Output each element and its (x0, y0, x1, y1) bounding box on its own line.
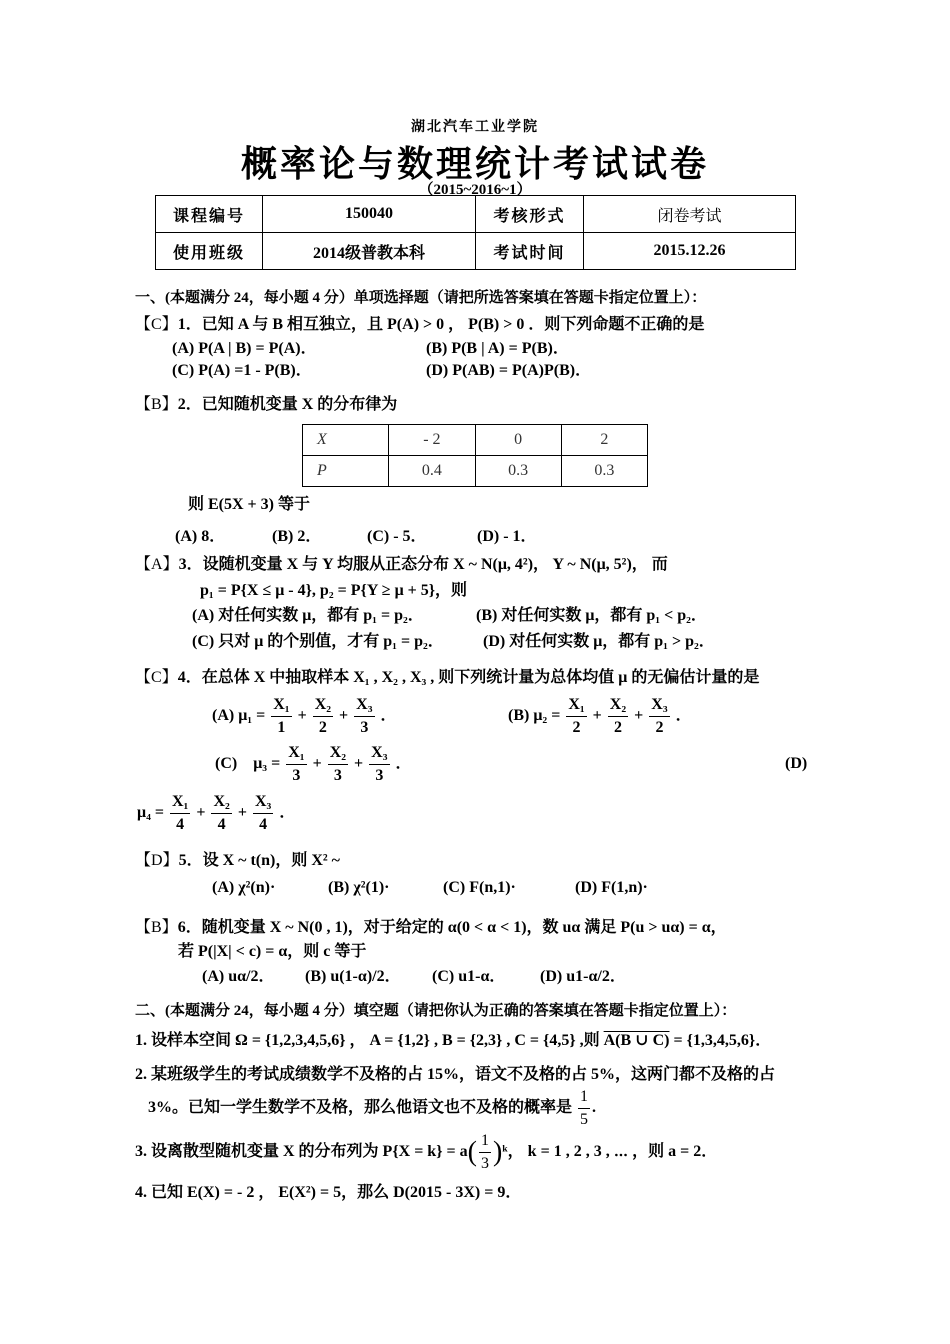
q2-stem (135, 394, 397, 416)
frac (354, 694, 374, 739)
q4-opt-b (508, 692, 692, 740)
den: 2 (655, 718, 664, 736)
q2-text: 2．已知随机变量 X 的分布律为 (177, 396, 398, 413)
q4-stem (135, 667, 759, 689)
q6-stem2: 若 P(|X| < c) = α，则 c 等于 (178, 943, 367, 960)
mu2: μ₂ = (533, 707, 561, 724)
exam-time-label: 考试时间 (476, 233, 584, 270)
num: X₂ (313, 694, 333, 717)
frac (369, 742, 389, 787)
q2-opt-b: (B) 2． (272, 528, 322, 545)
frac (566, 694, 586, 739)
q3-text: 3．设随机变量 X 与 Y 均服从正态分布 X ~ N(μ, 4²)， Y ~ N(μ, 5²)， 而 (178, 556, 668, 573)
q2-opt-d: (D) - 1． (477, 528, 537, 545)
den: 4 (176, 815, 185, 833)
num: X₂ (211, 791, 231, 814)
frac (313, 694, 333, 739)
q4-text: 4．在总体 X 中抽取样本 X₁ , X₂ , X₃ , 则下列统计量为总体均值 μ 的无偏估计量的是 (177, 669, 760, 686)
fill2-fraction (578, 1086, 590, 1131)
q3-opt-b: (B) 对任何实数 μ，都有 p₁ < p₂． (476, 607, 707, 624)
frac (271, 694, 291, 739)
q4-opt-d (137, 789, 295, 837)
class-value: 2014级普教本科 (263, 233, 476, 270)
q3-stem (135, 554, 668, 576)
fill2-line2 (148, 1084, 596, 1132)
q4-opt-b-label: (B) (508, 707, 530, 724)
q1-opt-a: (A) P(A | B) = P(A)． (172, 340, 317, 357)
q6-text: 6．随机变量 X ~ N(0 , 1)，对于给定的 α(0 < α < 1)，数 uα 满足 P(u > uα) = α， (177, 919, 727, 936)
fill2-end: . (592, 1099, 597, 1116)
plus: + (237, 804, 247, 821)
mu4: μ₄ = (137, 804, 164, 821)
num: X₁ (286, 742, 306, 765)
q1-text: 1．已知 A 与 B 相互独立，且 P(A) > 0 ， P(B) > 0 ．则下列命题不正确的是 (177, 316, 705, 333)
num: X₂ (328, 742, 348, 765)
class-label: 使用班级 (156, 233, 263, 270)
num: X₃ (354, 694, 374, 717)
q4-opt-a-label: (A) (212, 707, 235, 724)
term-label: （2015~2016~1） (418, 182, 532, 198)
frac (649, 694, 669, 739)
fill3-tail: ᵏ， k = 1 , 2 , 3 , ⋯ ，则 a = 2． (502, 1143, 718, 1160)
fill3-fraction (479, 1130, 491, 1175)
den: 2 (613, 718, 622, 736)
dot: ． (395, 755, 412, 772)
mu3: μ₃ = (253, 755, 281, 772)
q3-answer: 【A】 (135, 556, 179, 573)
q2-opt-c: (C) - 5． (367, 528, 427, 545)
plus: + (354, 755, 364, 772)
q3-opt-d: (D) 对任何实数 μ，都有 p₁ > p₂． (483, 633, 715, 650)
dist-p-cell: 0.4 (389, 456, 475, 487)
dist-p-cell: 0.3 (475, 456, 561, 487)
num: 1 (578, 1086, 590, 1109)
section2-heading: 二、(本题满分 24，每小题 4 分）填空题（请把你认为正确的答案填在答题卡指定位置上）： (135, 1003, 737, 1019)
q2-then: 则 E(5X + 3) 等于 (188, 496, 311, 513)
fill3: 3. 设离散型随机变量 X 的分布列为 P{X = k} = a( $\frac{1}{3}$ )ᵏ， k = 1 , 2 , 3 , ⋯ ，则 a = 2． (135, 1128, 717, 1176)
fill1 (135, 1030, 771, 1052)
num: X₃ (253, 791, 273, 814)
q2-answer: 【B】 (135, 396, 178, 413)
q5-opt-b: (B) χ²(1)· (328, 879, 390, 896)
dot: ． (279, 804, 296, 821)
fill1-answer: = {1,3,4,5,6}． (669, 1032, 772, 1049)
exam-time: 2015.12.26 (584, 233, 796, 270)
num: 1 (479, 1130, 491, 1153)
q5-answer: 【D】 (135, 852, 179, 869)
q3-opt-c: (C) 只对 μ 的个别值，才有 p₁ = p₂． (192, 633, 444, 650)
frac (170, 791, 190, 836)
frac (608, 694, 628, 739)
q1-opt-c: (C) P(A) =1 - P(B)． (172, 362, 312, 379)
dot: ． (675, 707, 692, 724)
q6-opt-a: (A) uα/2． (202, 968, 275, 985)
q5-opt-a: (A) χ²(n)· (212, 879, 276, 896)
course-code-label: 课程编号 (156, 196, 263, 233)
den: 3 (480, 1154, 489, 1172)
q2-distribution-table (302, 424, 648, 487)
q2-opt-a: (A) 8． (175, 528, 226, 545)
dist-p-header: P (303, 456, 389, 487)
den: 3 (360, 718, 369, 736)
q6-opt-c: (C) u1-α． (432, 968, 506, 985)
num: X₃ (369, 742, 389, 765)
plus: + (297, 707, 307, 724)
den: 3 (292, 766, 301, 784)
info-table (155, 195, 796, 270)
den: 3 (333, 766, 342, 784)
plus: + (196, 804, 206, 821)
fill2-text2: 3%。已知一学生数学不及格，那么他语文也不及格的概率是 (148, 1099, 573, 1116)
dist-x-header: X (303, 425, 389, 456)
num: X₃ (649, 694, 669, 717)
course-code: 150040 (263, 196, 476, 233)
q1-stem (135, 314, 704, 336)
q6-answer: 【B】 (135, 919, 178, 936)
exam-form-label: 考核形式 (476, 196, 584, 233)
q3-stem2: p₁ = P{X ≤ μ - 4}, p₂ = P{Y ≥ μ + 5}，则 (200, 582, 468, 599)
den: 3 (375, 766, 384, 784)
fill4: 4. 已知 E(X) = - 2 ， E(X²) = 5，那么 D(2015 - 3X) = 9． (135, 1184, 522, 1201)
q1-answer: 【C】 (135, 316, 178, 333)
q5-opt-d: (D) F(1,n)· (575, 879, 648, 896)
frac (211, 791, 231, 836)
plus: + (634, 707, 644, 724)
fill2-line1: 2. 某班级学生的考试成绩数学不及格的占 15%，语文不及格的占 5%，这两门都不及格的占 (135, 1066, 776, 1083)
q4-answer: 【C】 (135, 669, 178, 686)
num: X₁ (271, 694, 291, 717)
q4-opt-d-label: (D) (785, 755, 808, 772)
q1-opt-b: (B) P(B | A) = P(B)． (426, 340, 569, 357)
q6-opt-b: (B) u(1-α)/2． (305, 968, 401, 985)
q5-opt-c: (C) F(n,1)· (443, 879, 516, 896)
dist-x-cell: 2 (561, 425, 647, 456)
mu1: μ₁ = (238, 707, 266, 724)
q6-stem (135, 917, 727, 939)
q5-stem (135, 850, 340, 872)
plus: + (312, 755, 322, 772)
plus: + (339, 707, 349, 724)
frac (328, 742, 348, 787)
den: 1 (277, 718, 286, 736)
q1-opt-d: (D) P(AB) = P(A)P(B)． (426, 362, 592, 379)
fill3-text: 3. 设离散型随机变量 X 的分布列为 P{X = k} = a (135, 1143, 468, 1160)
den: 2 (318, 718, 327, 736)
q4-opt-c-label: (C) (215, 755, 238, 772)
q4-opt-a (212, 692, 397, 740)
frac (253, 791, 273, 836)
den: 4 (259, 815, 268, 833)
den: 2 (572, 718, 581, 736)
dist-x-cell: - 2 (389, 425, 475, 456)
num: X₂ (608, 694, 628, 717)
den: 4 (217, 815, 226, 833)
exam-form: 闭卷考试 (584, 196, 796, 233)
dot: ． (380, 707, 397, 724)
q4-opt-c (215, 740, 412, 788)
q6-opt-d: (D) u1-α/2． (540, 968, 626, 985)
school-name: 湖北汽车工业学院 (411, 120, 539, 135)
dist-p-cell: 0.3 (561, 456, 647, 487)
plus: + (592, 707, 602, 724)
num: X₁ (170, 791, 190, 814)
dist-x-cell: 0 (475, 425, 561, 456)
frac (286, 742, 306, 787)
den: 5 (580, 1110, 589, 1128)
q5-text: 5．设 X ~ t(n)，则 X² ~ (178, 852, 340, 869)
fill1-text: 1. 设样本空间 Ω = {1,2,3,4,5,6} ， A = {1,2} , B = {2,3} , C = {4,5} ,则 (135, 1032, 604, 1049)
page-title: 概率论与数理统计考试试卷 (240, 144, 709, 184)
q3-opt-a: (A) 对任何实数 μ，都有 p₁ = p₂． (192, 607, 424, 624)
num: X₁ (566, 694, 586, 717)
section1-heading: 一、(本题满分 24，每小题 4 分）单项选择题（请把所选答案填在答题卡指定位置上）： (135, 290, 707, 306)
fill1-expr: A(B ∪ C) (603, 1032, 670, 1049)
